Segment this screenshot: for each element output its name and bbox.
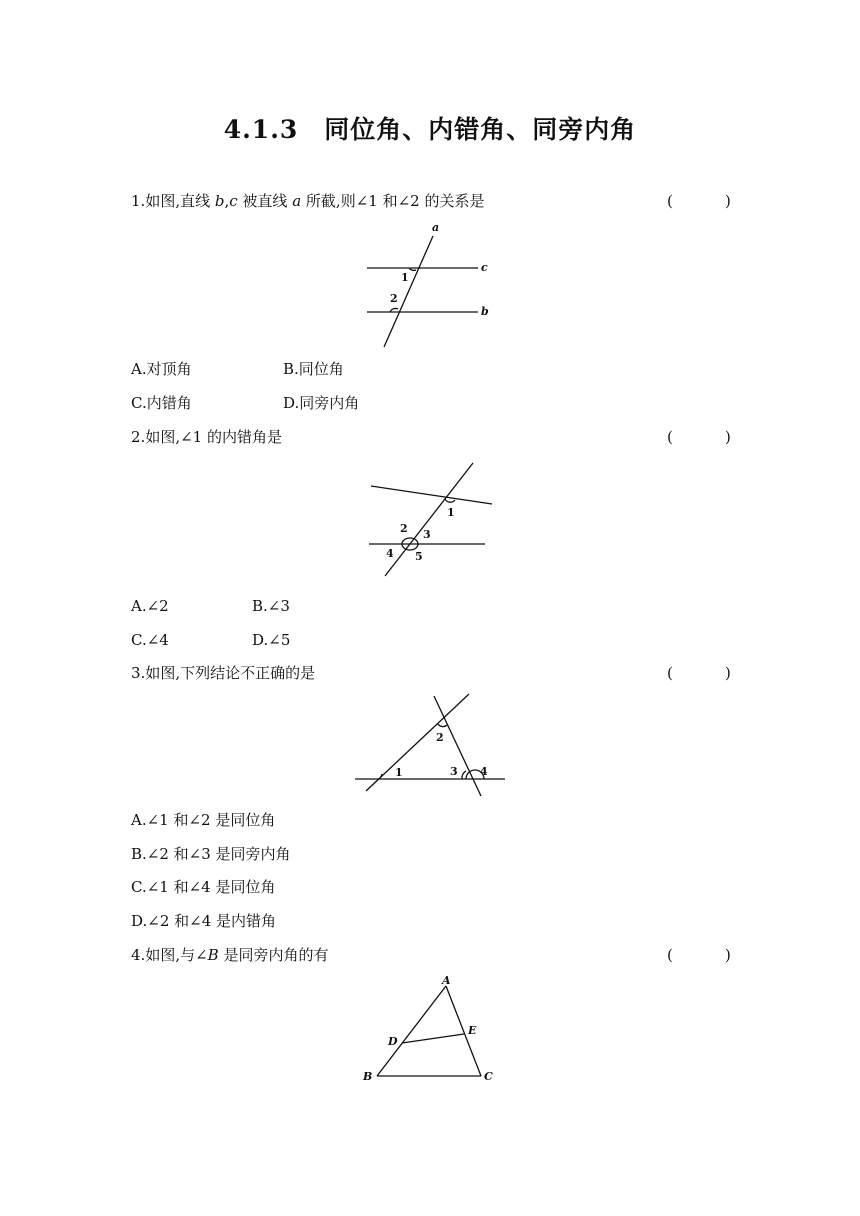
q3-option-d[interactable]: D.∠2 和∠4 是内错角 [131,912,277,930]
label-angle-5: 5 [415,550,423,563]
question-2-stem: 2.如图,∠1 的内错角是 [131,428,282,446]
label-b: b [481,305,489,318]
label-angle-2: 2 [400,522,408,535]
label-angle-1: 1 [395,766,403,779]
label-angle-2: 2 [436,731,444,744]
label-angle-4: 4 [480,765,488,778]
question-1-stem: 1.如图,直线 b,c 被直线 a 所截,则∠1 和∠2 的关系是 [131,192,485,210]
label-c: c [481,261,488,274]
q3-option-a[interactable]: A.∠1 和∠2 是同位角 [131,811,276,829]
label-angle-2: 2 [390,292,398,305]
figure-3 [352,690,510,800]
transversal [385,463,473,576]
label-e: E [468,1024,477,1037]
answer-bracket-3[interactable]: ( ) [667,664,731,682]
q2-option-a[interactable]: A.∠2 [131,597,169,615]
label-angle-4: 4 [386,547,394,560]
label-angle-3: 3 [450,765,458,778]
right-line [434,696,481,796]
page-title: 4.1.3 同位角、内错角、同旁内角 [223,115,637,144]
q3-option-c[interactable]: C.∠1 和∠4 是同位角 [131,878,276,896]
upper-line [371,486,492,504]
q3-option-b[interactable]: B.∠2 和∠3 是同旁内角 [131,845,291,863]
figure-4 [360,972,500,1084]
question-3-stem: 3.如图,下列结论不正确的是 [131,664,316,682]
label-a: a [432,221,440,234]
label-angle-3: 3 [423,528,431,541]
angle-1-arc [379,774,382,779]
q1-option-c[interactable]: C.内错角 [131,394,192,412]
q2-option-d[interactable]: D.∠5 [252,631,291,649]
label-angle-1: 1 [401,271,409,284]
label-c: C [484,1070,493,1083]
angle-2-arc [438,724,447,727]
segment-de [402,1034,464,1043]
figure-1 [360,222,500,350]
answer-bracket-4[interactable]: ( ) [667,946,731,964]
angle-1-arc [445,499,455,502]
answer-bracket-2[interactable]: ( ) [667,428,731,446]
label-a: A [442,974,451,987]
q2-option-b[interactable]: B.∠3 [252,597,290,615]
q1-option-d[interactable]: D.同旁内角 [283,394,360,412]
label-b: B [363,1070,373,1083]
question-4-stem: 4.如图,与∠B 是同旁内角的有 [131,946,329,964]
answer-bracket-1[interactable]: ( ) [667,192,731,210]
label-d: D [388,1035,398,1048]
q1-option-a[interactable]: A.对顶角 [131,360,192,378]
figure-2 [365,458,500,583]
q1-option-b[interactable]: B.同位角 [283,360,344,378]
side-ab [377,986,446,1076]
q2-option-c[interactable]: C.∠4 [131,631,169,649]
label-angle-1: 1 [447,506,455,519]
angle-3-arc [462,771,466,779]
